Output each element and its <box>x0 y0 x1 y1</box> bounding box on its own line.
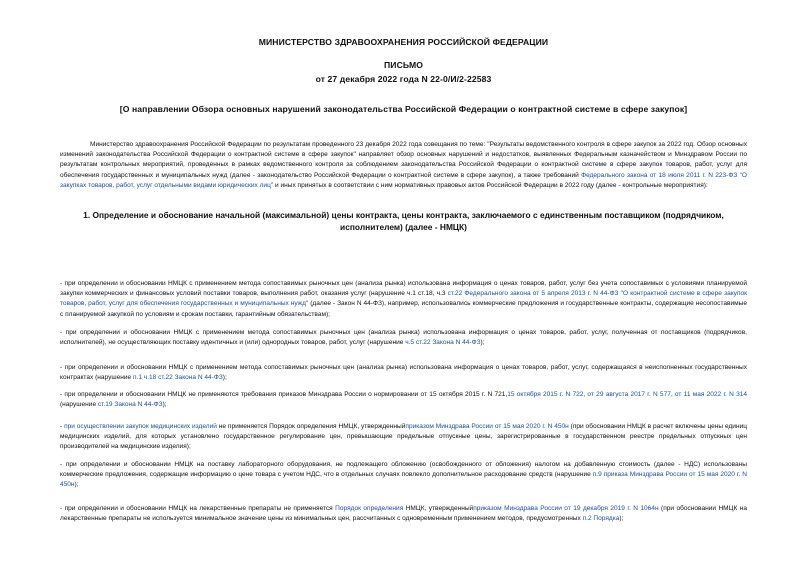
item-text: ); <box>619 515 624 523</box>
law-reference-link[interactable]: ст.19 Закона N 44-ФЗ <box>97 401 163 409</box>
list-item <box>60 363 747 383</box>
item-text: НМЦК, утвержденный <box>403 505 474 512</box>
list-item <box>60 279 747 320</box>
item-text: - <box>60 423 65 430</box>
item-text: - при определении и обосновании НМЦК с применением метода сопоставимых рыночных цен (анализа рынка) использована информация о ценах товаров, работ, услуг, полученная от поставщиков (подрядчиков, исполнителей), не осуществляющих поставку идентичных и (или) однородных товаров, работ, услуг (нарушение <box>60 329 747 347</box>
section-1-title: 1. Определение и обоснование начальной (максимальной) цены контракта, цены контракта, заключаемого с единственным поставщиком (подрядчиком, исполнителем) (далее - НМЦК) <box>83 210 724 232</box>
law-reference-link[interactable]: ч.5 ст.22 Закона N 44-ФЗ <box>405 339 481 347</box>
intro-text-b: и иных принятых в соответствии с ним нормативных правовых актов Российской Федерации в 2022 году (далее - контрольные мероприятия): <box>273 181 708 189</box>
document-subject: [О направлении Обзора основных нарушений законодательства Российской Федерации о контрактной системе в сфере закупок] <box>119 104 688 114</box>
procedure-link[interactable]: Порядок определения <box>335 505 404 512</box>
orders-link[interactable]: 15 октября 2015 г. N 722, от 29 августа 2017 г. N 577, от 11 мая 2022 г. N 314 <box>507 391 747 398</box>
order-450n-link[interactable]: приказом Минздрава России от 15 мая 2020 г. N 450н <box>405 423 569 430</box>
law-reference-link[interactable]: п.1 ч.18 ст.22 Закона N 44-ФЗ <box>132 374 223 382</box>
item-text: ); <box>480 339 485 347</box>
list-item <box>60 328 747 348</box>
procedure-p2-link[interactable]: п.2 Порядка <box>582 515 620 523</box>
list-item <box>60 460 747 491</box>
document-date: от 27 декабря 2022 года N 22-0/И/2-22583 <box>315 74 492 84</box>
federal-law-223-link[interactable]: Федерального закона от 18 июля 2011 г. N 223-ФЗ "О закупках товаров, работ, услуг отдельными видами юридических лиц" <box>60 171 748 189</box>
item-text: (при обосновании НМЦК в расчет включены цены единиц медицинских изделий, для которых установлено государственное регулирование цен, превышающие предельные отпускные цены, зарегистрированные в государственном реестре предельных отпускных цен производителей на медицинские изделия); <box>60 423 747 451</box>
order-450n-p9-link[interactable]: п.9 приказа Минздрава России от 15 мая 2020 г. N 450н <box>60 471 747 489</box>
ministry-title: МИНИСТЕРСТВО ЗДРАВООХРАНЕНИЯ РОССИЙСКОЙ ФЕДЕРАЦИИ <box>258 37 549 47</box>
document-type: ПИСЬМО <box>384 60 423 70</box>
medical-devices-link[interactable]: при осуществлении закупок медицинских изделий <box>64 423 217 430</box>
item-text: (нарушение <box>60 401 98 409</box>
item-text: (при обосновании НМЦК на лекарственные препараты не используется минимальное значение цены из минимальных цен, рассчитанных с одновременным применением методов, предусмотренных <box>60 505 747 523</box>
item-text: ); <box>222 374 227 382</box>
item-text: - при определении и обосновании НМЦК на поставку лабораторного оборудования, не подлежащего обложению (освобожденного от обложения) налогом на добавленную стоимость (далее - НДС) использованы коммерческие предложения, содержащие информацию о цене товара с учетом НДС, что в отдельных случаях повлекло дополнительное расходование средств (нарушение <box>60 461 747 479</box>
item-text: - при определении и обосновании НМЦК не применяются требования приказов Минздрава России о нормировании от 15 октября 2015 г. N 721, <box>60 391 508 398</box>
item-text: - при определении и обосновании НМЦК с применением метода сопоставимых рыночных цен (анализа рынка) использована информация о ценах товаров, работ, услуг, содержащаяся в неисполненных государственных контрактах (нарушение <box>60 364 747 382</box>
item-text: не применяется Порядок определения НМЦК, утвержденный <box>216 423 406 430</box>
item-text: - при определении и обосновании НМЦК с применением метода сопоставимых рыночных цен (анализа рынка) использована информация о ценах товаров, работ, услуг без учета сопоставимых с условиями планируемой закупки коммерческих и финансовых условий поставки товаров, выполнения работ, оказания услуг (нарушение ч.1 ст.18, ч.3 <box>60 280 747 298</box>
list-item <box>60 422 747 453</box>
item-text: (далее - Закон N 44-ФЗ), например, использовались коммерческие предложения и государственные контракты, содержащие несопоставимые с планируемой закупкой по условиям и срокам поставки, гарантийным обязательствам); <box>60 300 747 318</box>
item-text: ); <box>162 401 167 409</box>
list-item <box>60 504 747 524</box>
item-text: ); <box>74 481 79 489</box>
order-1064n-link[interactable]: приказом Минздрава России от 19 декабря 2019 г. N 1064н <box>473 505 659 512</box>
law-44fz-link[interactable]: ст.22 Федерального закона от 5 апреля 2013 г. N 44-ФЗ "О контрактной системе в сфере закупок товаров, работ, услуг для обеспечения государственных и муниципальных нужд" <box>60 290 747 308</box>
item-text: - при определении и обосновании НМЦК на лекарственные препараты не применяется <box>60 505 336 512</box>
list-item <box>60 390 747 410</box>
intro-paragraph <box>60 140 747 191</box>
intro-text-a: Министерство здравоохранения Российской Федерации по результатам проведенного 23 декабря 2022 года совещания по теме: "Результаты ведомственного контроля в сфере закупок за 2022 год. Обзор основных изменений законодательства Российской Федерации о контрактной системе в сфере закупок" направляет обзор основных нарушений и недостатков, выявленных Федеральным казначейством и Минздравом России по результатам контрольных мероприятий, проведенных в рамках ведомственного контроля за соблюдением законодательства Российской Федерации о контрактной системе в сфере закупок товаров, работ, услуг для обеспечения государственных и муниципальных нужд (далее - законодательство Российской Федерации о контрактной системе в сфере закупок), а также требований <box>60 141 747 179</box>
